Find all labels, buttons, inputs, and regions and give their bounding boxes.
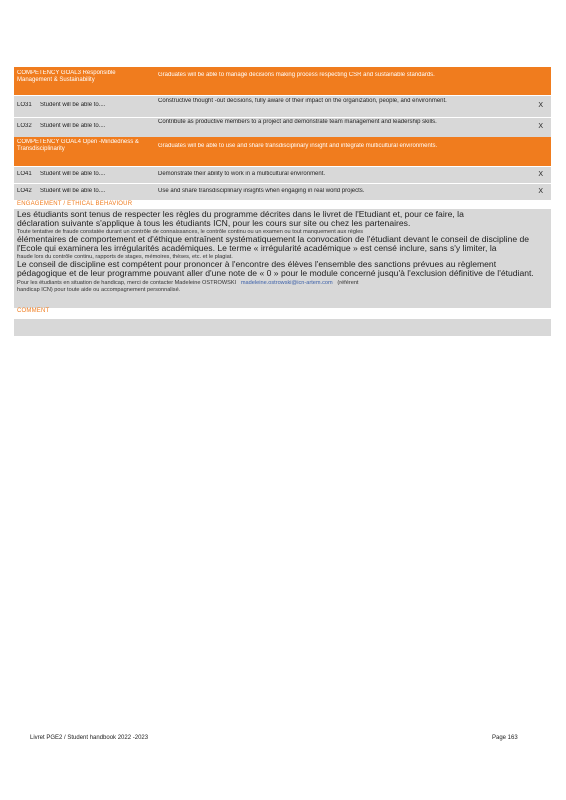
comment-header: COMMENT [17,308,50,314]
engagement-line-9-text: Pour les étudiants en situation de handicap, merci de contacter Madeleine OSTROWSKI [17,280,237,286]
lo31-row [14,96,551,117]
competency-goal4-row [14,137,551,166]
lo42-subject: Student will be able to.... [40,188,106,194]
handicap-contact-email[interactable]: madeleine.ostrowski@icn-artem.com [240,280,333,286]
engagement-line-2: déclaration suivante s'applique à tous les étudiants ICN, pour les cours sur site ou chez les partenaires. [17,218,411,228]
engagement-line-7: Le conseil de discipline est compétent pour prononcer à l'encontre des élèves l'ensemble des sanctions prévues au règlement [17,259,497,269]
lo41-subject: Student will be able to.... [40,171,106,177]
footer-handbook-title: Livret PGE2 / Student handbook 2022 -2023 [30,735,149,741]
engagement-line-6: fraude lors du contrôle continu, rapports de stages, mémoires, thèses, etc. et le plagiat. [17,254,233,260]
competency-goal3-desc: Graduates will be able to manage decisions making process respecting CSR and sustainable standards. [158,72,435,78]
lo42-mark: X [538,188,543,195]
lo42-row [14,184,551,200]
engagement-header: ENGAGEMENT / ETHICAL BEHAVIOUR [17,201,133,207]
lo32-desc: Contribute as productive members to a project and demonstrate team management and leadership skills. [158,119,437,125]
lo41-row [14,167,551,183]
lo31-code: LO31 [17,102,32,108]
engagement-line-4: élémentaires de comportement et d'éthique entraînent systématiquement la convocation de l'étudiant devant le conseil de discipline de [17,234,530,244]
lo31-desc: Constructive thought -out decisions, fully aware of their impact on the organization, people, and environment. [158,98,447,104]
engagement-line-9 [17,280,358,286]
lo41-code: LO41 [17,171,32,177]
engagement-line-5: l'Ecole qui examinera les irrégularités académiques. Le terme « irrégularité académique » est censé inclure, sans s'y limiter, la [17,243,497,253]
comment-box[interactable] [14,319,551,336]
engagement-block [14,209,551,308]
lo32-subject: Student will be able to.... [40,123,106,129]
footer-page-number: Page 163 [492,735,518,741]
lo31-mark: X [538,102,543,109]
competency-goal4-desc: Graduates will be able to use and share transdisciplinary insight and integrate multicultural environments. [158,143,438,149]
engagement-line-10: handicap ICN) pour toute aide ou accompagnement personnalisé. [17,287,181,293]
lo41-mark: X [538,171,543,178]
competency-goal3-label: COMPETENCY GOAL3 Responsible Management & Sustainability [17,70,116,83]
lo41-desc: Demonstrate their ability to work in a multicultural environment. [158,171,326,177]
competency-goal3-row [14,67,551,95]
lo32-code: LO32 [17,123,32,129]
engagement-line-3: Toute tentative de fraude constatée durant un contrôle de connaissances, le contrôle continu ou un examen ou tout manquement aux règles [17,229,364,235]
lo42-code: LO42 [17,188,32,194]
lo32-row [14,118,551,137]
engagement-line-1: Les étudiants sont tenus de respecter les règles du programme décrites dans le livret de l'Etudiant et, pour ce faire, la [17,209,464,219]
competency-goal4-label: COMPETENCY GOAL4 Open -Mindedness & Transdisciplinarity [17,139,139,152]
lo32-mark: X [538,123,543,130]
engagement-line-8: pédagogique et de leur programme pouvant aller d'une note de « 0 » pour le module concerné jusqu'à l'exclusion définitive de l'étudiant. [17,268,534,278]
lo31-subject: Student will be able to.... [40,102,106,108]
engagement-line-9-end: (référent [337,280,359,286]
lo42-desc: Use and share transdisciplinary insights when engaging in real world projects. [158,188,365,194]
